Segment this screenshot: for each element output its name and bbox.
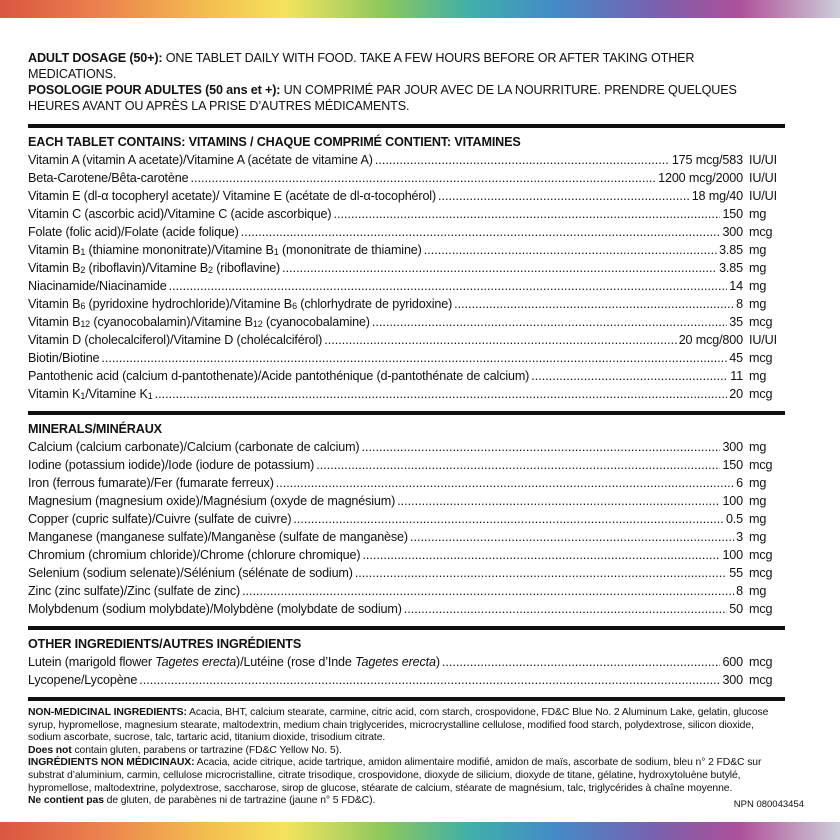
ingredient-name: Vitamin $K_1$/Vitamine $K_1$ — [28, 387, 153, 401]
ingredient-unit: mcg — [749, 458, 773, 472]
dot-leader — [282, 259, 717, 277]
ingredient-row — [28, 169, 785, 187]
ingredient-unit: mcg — [749, 315, 773, 329]
ingredient-amount: 0.5 — [725, 512, 743, 526]
ingredient-name: Selenium (sodium selenate)/Sélénium (sélénate de sodium) — [28, 566, 353, 580]
ingredient-name: Manganese (manganese sulfate)/Manganèse (sulfate de manganèse) — [28, 530, 408, 544]
ingredient-row — [28, 671, 785, 689]
ingredient-unit: mg — [749, 440, 767, 454]
ingredient-amount: 150 — [722, 207, 743, 221]
ingredient-row — [28, 438, 785, 456]
ingredient-unit: mg — [749, 512, 767, 526]
ingredient-row — [28, 223, 785, 241]
dot-leader — [355, 564, 727, 582]
ingredient-amount: 20 — [729, 387, 743, 401]
ingredient-row — [28, 510, 785, 528]
ingredient-row — [28, 313, 785, 331]
ingredient-name: Niacinamide/Niacinamide — [28, 279, 167, 293]
ingredient-name: Pantothenic acid (calcium d-pantothenate)/Acide pantothénique (d-pantothénate de calcium) — [28, 369, 530, 383]
ingredient-name: Iron (ferrous fumarate)/Fer (fumarate ferreux) — [28, 476, 274, 490]
ingredient-amount: 175 mcg/583 — [671, 153, 743, 167]
ingredient-row — [28, 349, 785, 367]
ingredient-unit: mg — [749, 530, 767, 544]
vitamins-table — [28, 151, 785, 403]
free-from-en — [28, 745, 785, 758]
ingredient-unit: mcg — [749, 655, 773, 669]
divider-minerals — [28, 411, 785, 415]
dot-leader — [155, 385, 728, 403]
ingredient-name: Beta-Carotene/Bêta-carotène — [28, 171, 189, 185]
dosage-block — [28, 50, 785, 114]
ingredient-amount: 8 — [736, 297, 743, 311]
divider-nonmedicinal — [28, 697, 785, 701]
ingredient-row — [28, 564, 785, 582]
divider-other — [28, 626, 785, 630]
ingredient-unit: mcg — [749, 673, 773, 687]
ingredient-amount: 11 — [730, 369, 743, 383]
ingredient-name: Magnesium (magnesium oxide)/Magnésium (oxyde de magnésium) — [28, 494, 396, 508]
ingredient-name: Vitamin E (dl-α tocopheryl acetate)/ Vitamine E (acétate de dl-α-tocophérol) — [28, 189, 436, 203]
ingredient-unit: mg — [749, 243, 767, 257]
ingredient-amount: 3.85 — [719, 243, 743, 257]
ingredient-unit: IU/UI — [749, 171, 777, 185]
ingredient-amount: 3 — [736, 530, 743, 544]
ingredient-amount: 300 — [722, 440, 743, 454]
nonmedicinal-fr-text: Acacia, acide citrique, acide tartrique, amidon alimentaire modifié, amidon de maïs, ascorbate de sodium, bleu n° 2 FD&C sur substrat d’aluminium, carmin, cellulose microcristalline, citrate trisodique, crospovidone, dioxyde de silicium, dioxyde de titane, gélatine, hydroxytoluène butylé, hypromellose, maltodextrine, polydextrose, saccharose, sirop de glucose, stéarate de calcium, stéarate de magnésium, talc, triglycérides à chaîne moyenne. — [28, 757, 762, 794]
ingredient-amount: 14 — [729, 279, 743, 293]
ingredient-name: Vitamin $B_{12}$ (cyanocobalamin)/Vitamine $B_{12}$ (cyanocobalamine) — [28, 315, 370, 329]
dot-leader — [276, 474, 734, 492]
label-panel — [28, 50, 785, 808]
ingredient-unit: mg — [749, 476, 767, 490]
ingredient-unit: mg — [749, 297, 767, 311]
dot-leader — [316, 456, 720, 474]
dot-leader — [324, 331, 676, 349]
ingredient-unit: mg — [749, 261, 767, 275]
ingredient-name: Vitamin $B_6$ (pyridoxine hydrochloride)/Vitamine $B_6$ (chlorhydrate de pyridoxine) — [28, 297, 453, 311]
dot-leader — [372, 313, 727, 331]
dosage-fr — [28, 82, 785, 114]
ingredient-row — [28, 474, 785, 492]
dot-leader — [362, 546, 720, 564]
ingredient-row — [28, 385, 785, 403]
dosage-en-label: ADULT DOSAGE (50+): — [28, 51, 163, 65]
free-from-fr — [28, 795, 785, 808]
dot-leader — [454, 295, 734, 313]
nonmedicinal-fr — [28, 757, 785, 795]
ingredient-unit: mcg — [749, 225, 773, 239]
dot-leader — [169, 277, 728, 295]
ingredient-unit: IU/UI — [749, 333, 777, 347]
ingredient-name: Vitamin A (vitamin A acetate)/Vitamine A (acétate de vitamine A) — [28, 153, 373, 167]
ingredient-amount: 18 mg/40 — [691, 189, 743, 203]
ingredient-name: Molybdenum (sodium molybdate)/Molybdène (molybdate de sodium) — [28, 602, 402, 616]
ingredient-row — [28, 528, 785, 546]
dot-leader — [361, 438, 720, 456]
ingredient-amount: 50 — [729, 602, 743, 616]
dosage-fr-label: POSOLOGIE POUR ADULTES (50 ans et +): — [28, 83, 281, 97]
dot-leader — [375, 151, 670, 169]
ingredient-name: Vitamin $B_2$ (riboflavin)/Vitamine $B_2$ (riboflavine) — [28, 261, 281, 275]
vitamins-heading: EACH TABLET CONTAINS: VITAMINS / CHAQUE COMPRIMÉ CONTIENT: VITAMINES — [28, 135, 521, 149]
ingredient-amount: 20 mcg/800 — [678, 333, 743, 347]
ingredient-name: Chromium (chromium chloride)/Chrome (chlorure chromique) — [28, 548, 361, 562]
minerals-heading: MINERALS/MINÉRAUX — [28, 422, 162, 436]
ingredient-row — [28, 492, 785, 510]
ingredient-name: Lycopene/Lycopène — [28, 673, 138, 687]
free-from-en-text: contain gluten, parabens or tartrazine (FD&C Yellow No. 5). — [71, 744, 342, 756]
free-from-en-label: Does not — [28, 744, 72, 756]
ingredient-name: Copper (cupric sulfate)/Cuivre (sulfate de cuivre) — [28, 512, 292, 526]
dot-leader — [139, 671, 720, 689]
rainbow-stripe-top — [0, 0, 840, 18]
ingredient-unit: mcg — [749, 387, 773, 401]
ingredient-unit: mcg — [749, 548, 773, 562]
ingredient-row — [28, 205, 785, 223]
ingredient-unit: mg — [749, 369, 767, 383]
ingredient-row — [28, 151, 785, 169]
ingredient-amount: 55 — [729, 566, 743, 580]
divider-vitamins — [28, 124, 785, 128]
dosage-en-text: ONE TABLET DAILY WITH FOOD. TAKE A FEW HOURS BEFORE OR AFTER TAKING OTHER MEDICATIONS. — [28, 51, 695, 81]
ingredient-name: Biotin/Biotine — [28, 351, 100, 365]
ingredient-unit: IU/UI — [749, 189, 777, 203]
dot-leader — [397, 492, 720, 510]
ingredient-unit: mg — [749, 494, 767, 508]
ingredient-unit: mcg — [749, 602, 773, 616]
ingredient-amount: 100 — [722, 494, 743, 508]
nonmedicinal-en-text: Acacia, BHT, calcium stearate, carmine, citric acid, corn starch, crospovidone, FD&C Blue No. 2 Aluminum Lake, gelatin, glucose syrup, hypromellose, magnesium stearate, maltodextrin, medium chain triglycerides, microcrystalline cellulose, modified food starch, polydextrose, silicon dioxide, sodium ascorbate, sucrose, talc, tartaric acid, titanium dioxide, trisodium citrate. — [28, 707, 769, 744]
dot-leader — [404, 600, 728, 618]
ingredient-unit: mcg — [749, 351, 773, 365]
ingredient-amount: 3.85 — [719, 261, 743, 275]
dot-leader — [531, 367, 728, 385]
dot-leader — [438, 187, 690, 205]
rainbow-stripe-bottom — [0, 822, 840, 840]
ingredient-name: Folate (folic acid)/Folate (acide folique) — [28, 225, 239, 239]
dot-leader — [242, 582, 734, 600]
ingredient-row — [28, 295, 785, 313]
minerals-table — [28, 438, 785, 618]
ingredient-row — [28, 277, 785, 295]
ingredient-amount: 35 — [729, 315, 743, 329]
dot-leader — [293, 510, 724, 528]
ingredient-name: Vitamin D (cholecalciferol)/Vitamine D (cholécalciférol) — [28, 333, 323, 347]
dot-leader — [333, 205, 720, 223]
ingredient-name: Calcium (calcium carbonate)/Calcium (carbonate de calcium) — [28, 440, 360, 454]
ingredient-amount: 100 — [722, 548, 743, 562]
ingredient-amount: 300 — [722, 225, 743, 239]
dot-leader — [101, 349, 727, 367]
ingredient-amount: 45 — [729, 351, 743, 365]
ingredient-unit: IU/UI — [749, 153, 777, 167]
free-from-fr-label: Ne contient pas — [28, 795, 104, 807]
ingredient-unit: mg — [749, 207, 767, 221]
dosage-en — [28, 50, 785, 82]
npn-number: NPN 080043454 — [733, 799, 804, 810]
ingredient-row — [28, 600, 785, 618]
ingredient-row — [28, 367, 785, 385]
nonmedicinal-en — [28, 707, 785, 745]
ingredient-row — [28, 259, 785, 277]
ingredient-row — [28, 187, 785, 205]
ingredient-amount: 6 — [736, 476, 743, 490]
ingredient-amount: 150 — [722, 458, 743, 472]
ingredient-name: Vitamin C (ascorbic acid)/Vitamine C (acide ascorbique) — [28, 207, 332, 221]
dot-leader — [424, 241, 717, 259]
ingredient-amount: 8 — [736, 584, 743, 598]
ingredient-row — [28, 546, 785, 564]
dot-leader — [241, 223, 721, 241]
ingredient-unit: mg — [749, 279, 767, 293]
ingredient-name: Zinc (zinc sulfate)/Zinc (sulfate de zinc) — [28, 584, 241, 598]
dot-leader — [410, 528, 734, 546]
ingredient-row — [28, 653, 785, 671]
ingredient-row — [28, 241, 785, 259]
dot-leader — [190, 169, 656, 187]
nonmedicinal-fr-label: INGRÉDIENTS NON MÉDICINAUX: — [28, 757, 195, 769]
ingredient-name: Vitamin $B_1$ (thiamine mononitrate)/Vitamine $B_1$ (mononitrate de thiamine) — [28, 243, 422, 257]
ingredient-name: Lutein (marigold flower Tagetes erecta)/Lutéine (rose d’Inde Tagetes erecta) — [28, 655, 440, 669]
ingredient-row — [28, 331, 785, 349]
ingredient-amount: 600 — [722, 655, 743, 669]
dot-leader — [442, 653, 721, 671]
nonmedicinal-en-label: NON-MEDICINAL INGREDIENTS: — [28, 707, 187, 718]
ingredient-name: Iodine (potassium iodide)/Iode (iodure de potassium) — [28, 458, 315, 472]
ingredient-row — [28, 456, 785, 474]
ingredient-amount: 300 — [722, 673, 743, 687]
nonmedicinal-block — [28, 707, 785, 808]
other-heading: OTHER INGREDIENTS/AUTRES INGRÉDIENTS — [28, 637, 302, 651]
ingredient-amount: 1200 mcg/2000 — [658, 171, 743, 185]
other-ingredients-table — [28, 653, 785, 689]
dosage-fr-text: UN COMPRIMÉ PAR JOUR AVEC DE LA NOURRITURE. PRENDRE QUELQUES HEURES AVANT OU APRÈS LA PRISE D’AUTRES MÉDICAMENTS. — [28, 83, 737, 113]
ingredient-unit: mcg — [749, 566, 773, 580]
ingredient-unit: mg — [749, 584, 767, 598]
free-from-fr-text: de gluten, de parabènes ni de tartrazine (jaune n° 5 FD&C). — [103, 795, 376, 807]
ingredient-row — [28, 582, 785, 600]
